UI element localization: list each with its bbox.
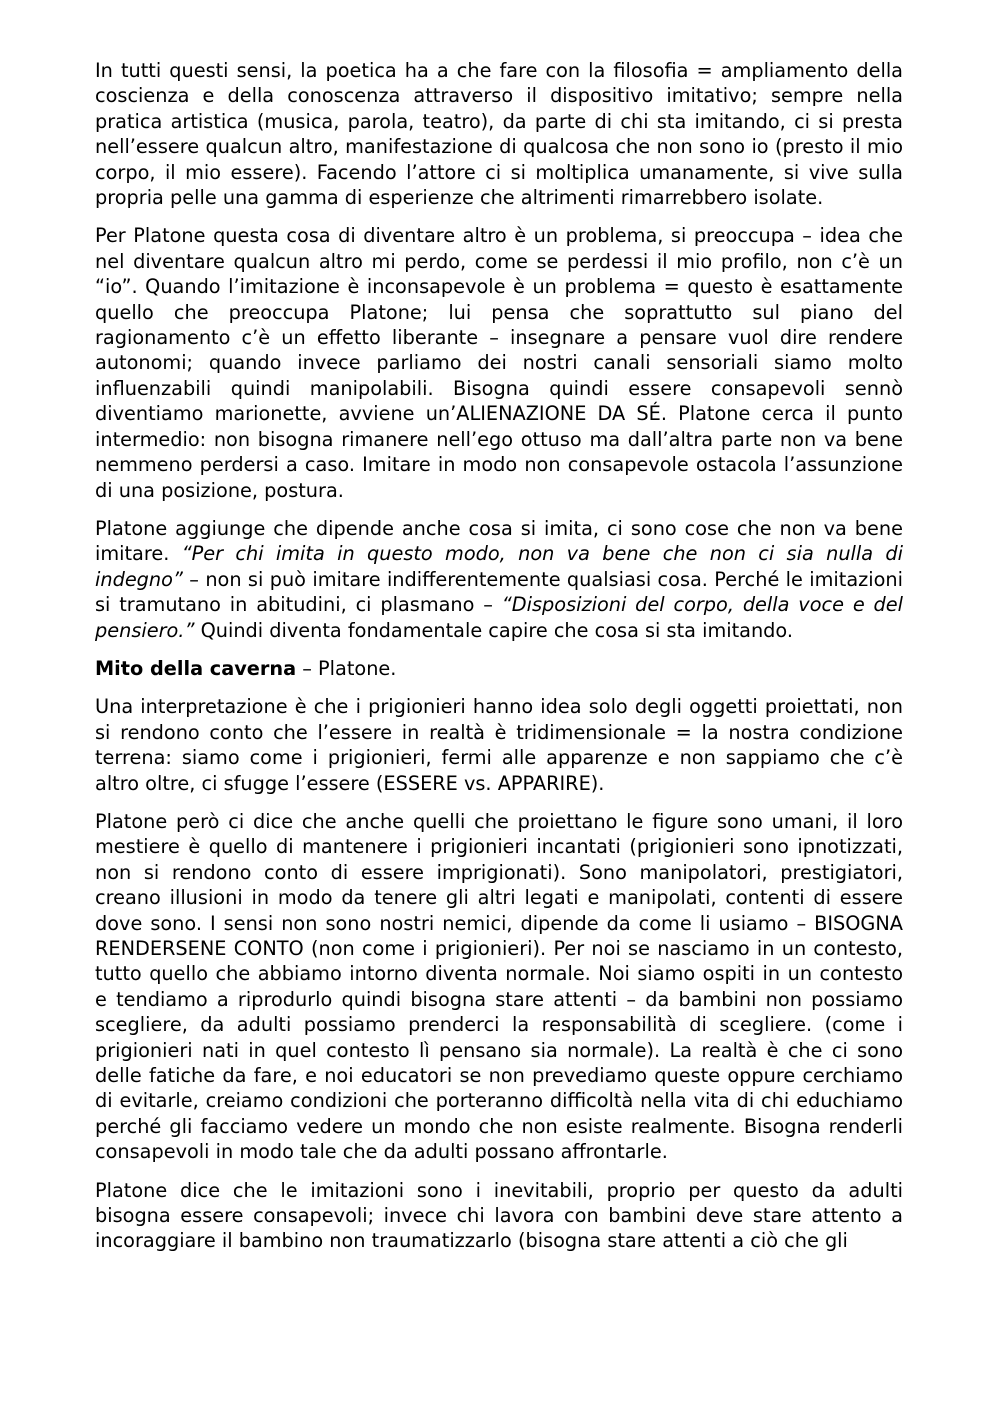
- section-heading-mito-caverna: [95, 656, 903, 681]
- paragraph-imitazioni-inevitabili: Platone dice che le imitazioni sono i inevitabili, proprio per questo da adulti bisogna essere consapevoli; invece chi lavora con bambini deve stare attento a incoraggiare il bambino non traumatizzarlo (bisogna stare attenti a ciò che gli: [95, 1178, 903, 1253]
- paragraph-platone-diventare-altro: Per Platone questa cosa di diventare altro è un problema, si preoccupa – idea che nel diventare qualcun altro mi perdo, come se perdessi il mio profilo, non c’è un “io”. Quando l’imitazione è inconsapevole è un problema = questo è esattamente quello che preoccupa Platone; lui pensa che soprattutto sul piano del ragionamento c’è un effetto liberante – insegnare a pensare vuol dire rendere autonomi; quando invece parliamo dei nostri canali sensoriali siamo molto influenzabili quindi manipolabili. Bisogna quindi essere consapevoli sennò diventiamo marionette, avviene un’ALIENAZIONE DA SÉ. Platone cerca il punto intermedio: non bisogna rimanere nell’ego ottuso ma dall’altra parte non va bene nemmeno perdersi a caso. Imitare in modo non consapevole ostacola l’assunzione di una posizione, postura.: [95, 224, 903, 502]
- paragraph-cosa-si-imita: [95, 516, 903, 643]
- text-segment: Platone aggiunge che dipende anche cosa si imita, ci sono cose che non va bene imitare.: [95, 516, 903, 566]
- paragraph-manipolatori: Platone però ci dice che anche quelli che proiettano le figure sono umani, il loro mestiere è quello di mantenere i prigionieri incantati (prigionieri sono ipnotizzati, non si rendono conto di essere imprigionati). Sono manipolatori, prestigiatori, creano illusioni in modo da tenere gli altri legati e manipolati, contenti di essere dove sono. I sensi non sono nostri nemici, dipende da come li usiamo – BISOGNA RENDERSENE CONTO (non come i prigionieri). Per noi se nasciamo in un contesto, tutto quello che abbiamo intorno diventa normale. Noi siamo ospiti in un contesto e tendiamo a riprodurlo quindi bisogna stare attenti – da bambini non possiamo scegliere, da adulti possiamo prenderci la responsabilità di scegliere. (come i prigionieri nati in quel contesto lì pensano sia normale). La realtà è che ci sono delle fatiche da fare, e noi educatori se non prevediamo queste oppure cerchiamo di evitarle, creiamo condizioni che porteranno difficoltà nella vita di chi educhiamo perché gli facciamo vedere un mondo che non esiste realmente. Bisogna renderli consapevoli in modo tale che da adulti possano affrontarle.: [95, 809, 903, 1164]
- heading-bold-title: Mito della caverna: [95, 656, 297, 680]
- heading-suffix: – Platone.: [296, 656, 397, 680]
- text-segment: Quindi diventa fondamentale capire che cosa si sta imitando.: [194, 618, 794, 642]
- document-page: [95, 58, 903, 1254]
- paragraph-interpretazione: Una interpretazione è che i prigionieri hanno idea solo degli oggetti proiettati, non si rendono conto che l’essere in realtà è tridimensionale = la nostra condizione terrena: siamo come i prigionieri, fermi alle apparenze e non sappiamo che c’è altro oltre, ci sfugge l’essere (ESSERE vs. APPARIRE).: [95, 695, 903, 795]
- quote-indegno: “Per chi imita in questo modo, non va bene che non ci sia nulla di indegno”: [95, 542, 903, 591]
- quote-disposizioni: “Disposizioni del corpo, della voce e del pensiero.”: [95, 593, 903, 642]
- paragraph-poetica-filosofia: In tutti questi sensi, la poetica ha a che fare con la filosofia = ampliamento della coscienza e della conoscenza attraverso il dispositivo imitativo; sempre nella pratica artistica (musica, parola, teatro), da parte di chi sta imitando, ci si presta nell’essere qualcun altro, manifestazione di qualcosa che non sono io (presto il mio corpo, il mio essere). Facendo l’attore ci si moltiplica umanamente, si vive sulla propria pelle una gamma di esperienze che altrimenti rimarrebbero isolate.: [95, 59, 903, 210]
- text-segment: – non si può imitare indifferentemente qualsiasi cosa. Perché le imitazioni si tramutano in abitudini, ci plasmano –: [95, 567, 903, 617]
